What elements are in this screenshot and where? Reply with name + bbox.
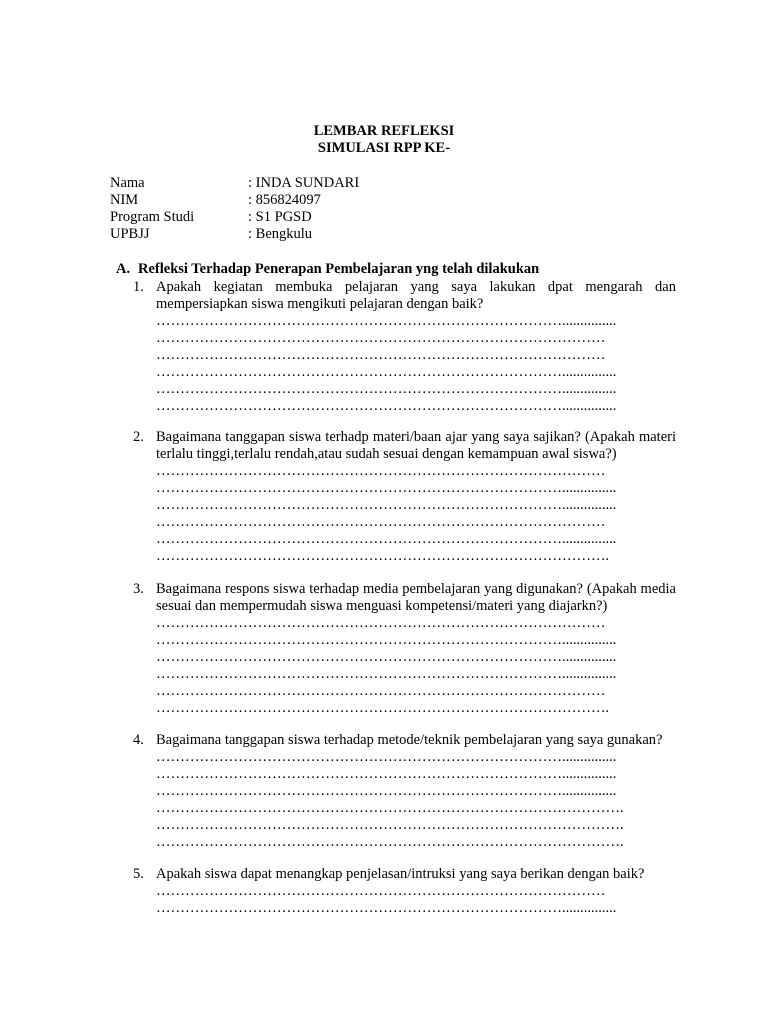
answer-line: ……………………………………………………………………………………. <box>156 834 624 850</box>
answer-area <box>156 463 676 565</box>
question-text: Apakah kegiatan membuka pelajaran yang saya lakukan dpat mengarah dan mempersiapkan siswa mengikuti pelajaran dengan baik? <box>156 279 676 312</box>
identity-label: Nama <box>110 175 145 191</box>
question-3 <box>133 581 676 717</box>
question-2 <box>133 429 676 565</box>
identity-row-upbjj <box>110 226 359 243</box>
question-number: 5. <box>133 866 144 882</box>
identity-label: UPBJJ <box>110 226 150 242</box>
identity-value: : 856824097 <box>248 192 321 208</box>
answer-line: …………………………………………………………………………............... <box>156 313 617 329</box>
answer-area <box>156 615 676 717</box>
identity-label: Program Studi <box>110 209 195 225</box>
section-heading-text: Refleksi Terhadap Penerapan Pembelajaran yng telah dilakukan <box>138 261 540 277</box>
answer-line: …………………………………………………………………………............... <box>156 497 617 513</box>
section-heading <box>116 261 539 278</box>
answer-line: …………………………………………………………………………............... <box>156 364 617 380</box>
identity-label: NIM <box>110 192 139 208</box>
answer-line: ………………………………………………………………………………… <box>156 883 606 899</box>
answer-line: ………………………………………………………………………………… <box>156 683 606 699</box>
question-1 <box>133 279 676 415</box>
answer-line: …………………………………………………………………………............... <box>156 900 617 916</box>
answer-line: …………………………………………………………………………………. <box>156 700 610 716</box>
question-number: 4. <box>133 732 144 748</box>
answer-line: …………………………………………………………………………............... <box>156 381 617 397</box>
answer-line: …………………………………………………………………………............... <box>156 649 617 665</box>
question-text: Apakah siswa dapat menangkap penjelasan/intruksi yang saya berikan dengan baik? <box>156 866 645 882</box>
question-text: Bagaimana tanggapan siswa terhadap metode/teknik pembelajaran yang saya gunakan? <box>156 732 663 748</box>
answer-line: …………………………………………………………………………............... <box>156 398 617 414</box>
identity-value: : INDA SUNDARI <box>248 175 360 191</box>
answer-line: …………………………………………………………………………............... <box>156 632 617 648</box>
answer-line: …………………………………………………………………………............... <box>156 666 617 682</box>
question-text: Bagaimana respons siswa terhadap media pembelajaran yang digunakan? (Apakah media sesuai dan mempermudah siswa menguasi kompetensi/materi yang diajarkn?) <box>156 581 676 614</box>
answer-line: …………………………………………………………………………………. <box>156 548 610 564</box>
identity-value: : Bengkulu <box>248 226 313 242</box>
answer-line: ………………………………………………………………………………… <box>156 463 606 479</box>
identity-row-nim <box>110 192 359 209</box>
answer-line: ………………………………………………………………………………… <box>156 615 606 631</box>
answer-line: …………………………………………………………………………............... <box>156 531 617 547</box>
answer-line: ………………………………………………………………………………… <box>156 347 606 363</box>
answer-line: ……………………………………………………………………………………. <box>156 817 624 833</box>
question-text: Bagaimana tanggapan siswa terhadp materi/baan ajar yang saya sajikan? (Apakah materi terlalu tinggi,terlalu rendah,atau sudah sesuai dengan kemampuan awal siswa?) <box>156 429 676 462</box>
answer-line: ……………………………………………………………………………………. <box>156 800 624 816</box>
question-5 <box>133 866 676 917</box>
answer-line: …………………………………………………………………………............... <box>156 480 617 496</box>
answer-line: …………………………………………………………………………............... <box>156 783 617 799</box>
identity-row-nama <box>110 175 359 192</box>
answer-line: …………………………………………………………………………............... <box>156 766 617 782</box>
answer-area <box>156 313 676 415</box>
identity-row-program-studi <box>110 209 359 226</box>
identity-value: : S1 PGSD <box>248 209 312 225</box>
answer-area <box>156 883 676 917</box>
question-number: 3. <box>133 581 144 597</box>
question-number: 2. <box>133 429 144 445</box>
document-subtitle: SIMULASI RPP KE- <box>317 140 451 156</box>
section-letter: A. <box>116 261 131 277</box>
answer-line: …………………………………………………………………………............... <box>156 749 617 765</box>
question-4 <box>133 732 676 851</box>
identity-block <box>110 175 359 243</box>
answer-line: ………………………………………………………………………………… <box>156 514 606 530</box>
answer-area <box>156 749 676 851</box>
question-number: 1. <box>133 279 144 295</box>
document-title: LEMBAR REFLEKSI <box>313 123 455 139</box>
answer-line: ………………………………………………………………………………… <box>156 330 606 346</box>
